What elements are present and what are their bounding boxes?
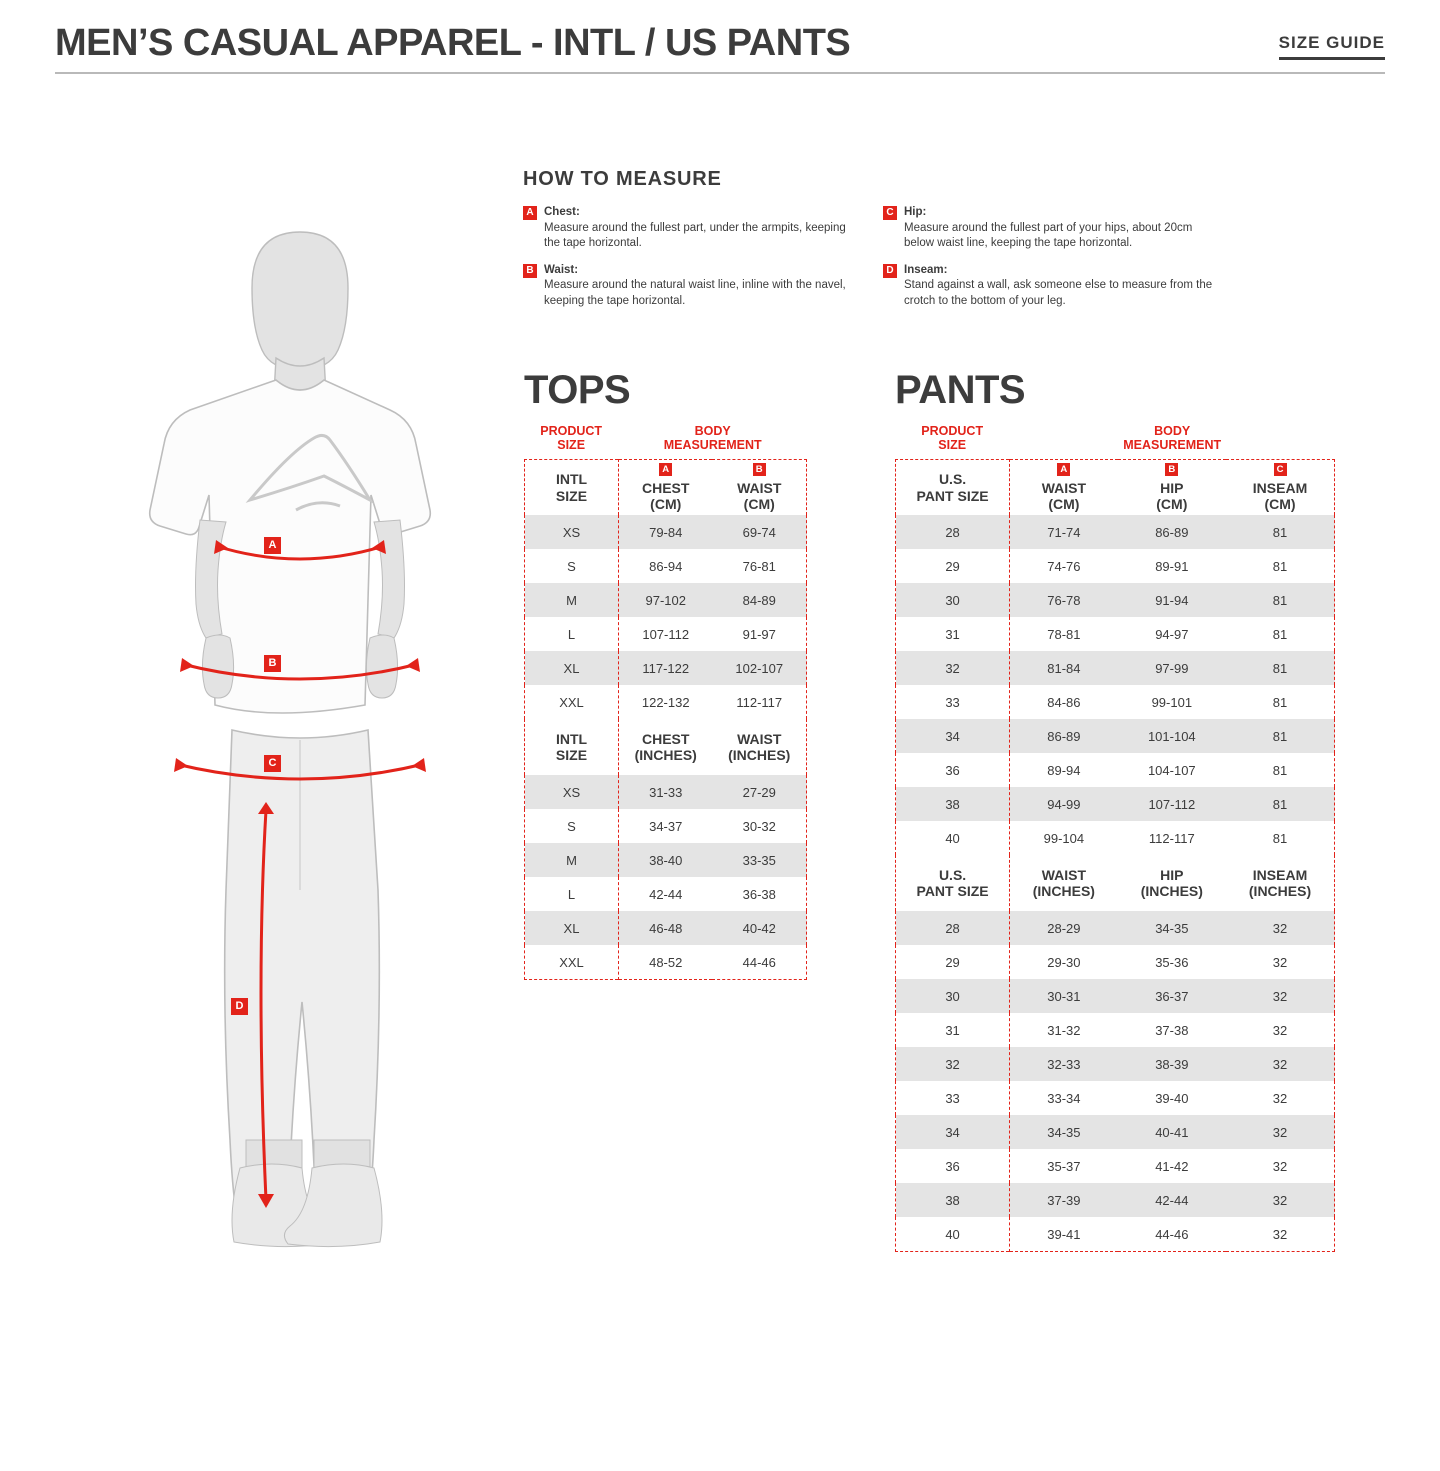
cell-inseam: 32 bbox=[1226, 1183, 1334, 1217]
tops-in-waist-header: WAIST (INCHES) bbox=[712, 719, 806, 775]
cell-inseam: 81 bbox=[1272, 558, 1288, 574]
cell-inseam: 32 bbox=[1226, 979, 1334, 1013]
cell-size: XS bbox=[525, 775, 619, 809]
cell-hip: 41-42 bbox=[1155, 1158, 1189, 1174]
cell-hip: 94-97 bbox=[1155, 626, 1189, 642]
cell-waist: 84-86 bbox=[1047, 694, 1081, 710]
measure-item-waist-desc: Measure around the natural waist line, inline with the navel, keeping the tape horizontal. bbox=[544, 279, 846, 307]
how-to-measure-columns bbox=[523, 205, 1223, 320]
pants-table-block bbox=[895, 424, 1335, 1252]
tops-table-block bbox=[524, 424, 807, 980]
cell-size: 28 bbox=[896, 515, 1010, 549]
pants-product-size-label: PRODUCT SIZE bbox=[921, 424, 984, 453]
cell-size: 29 bbox=[896, 549, 1010, 583]
table-row bbox=[896, 1217, 1335, 1251]
how-to-measure-col-left bbox=[523, 205, 853, 320]
cell-size: M bbox=[525, 583, 619, 617]
cell-chest: 79-84 bbox=[618, 515, 712, 549]
cell-chest: 42-44 bbox=[649, 886, 683, 902]
cell-waist: 36-38 bbox=[742, 886, 776, 902]
measure-item-hip-desc: Measure around the fullest part of your hips, about 20cm below waist line, keeping the tape horizontal. bbox=[904, 221, 1193, 250]
cell-waist: 78-81 bbox=[1047, 626, 1081, 642]
cell-hip: 107-112 bbox=[1118, 787, 1226, 821]
measure-item-waist-label: Waist: bbox=[544, 263, 579, 276]
tops-cm-header-row bbox=[525, 459, 807, 515]
how-to-measure-section bbox=[523, 168, 1223, 320]
measure-item-chest-text bbox=[544, 205, 853, 252]
cell-waist: 99-104 bbox=[1043, 830, 1085, 846]
table-row bbox=[525, 911, 807, 945]
tops-product-size-label: PRODUCT SIZE bbox=[540, 424, 603, 453]
tops-cm-waist-label: WAIST (CM) bbox=[737, 479, 782, 512]
tag-a-icon: A bbox=[1057, 463, 1070, 476]
cell-inseam: 32 bbox=[1272, 1158, 1288, 1174]
cell-waist: 69-74 bbox=[712, 515, 806, 549]
measure-item-waist-text bbox=[544, 263, 853, 310]
header-divider bbox=[55, 72, 1385, 74]
tops-in-chest-header: CHEST (INCHES) bbox=[618, 719, 712, 775]
size-guide-badge: SIZE GUIDE bbox=[1279, 33, 1385, 60]
figure-tag-a: A bbox=[264, 537, 281, 554]
model-svg bbox=[100, 210, 500, 1320]
header-row bbox=[55, 24, 1385, 72]
cell-inseam: 81 bbox=[1226, 719, 1334, 753]
cell-size: 30 bbox=[896, 979, 1010, 1013]
table-row bbox=[525, 945, 807, 979]
cell-waist: 30-32 bbox=[742, 818, 776, 834]
cell-size: XL bbox=[525, 911, 619, 945]
tag-c-icon: C bbox=[1274, 463, 1287, 476]
cell-inseam: 32 bbox=[1226, 911, 1334, 945]
cell-waist: 33-34 bbox=[1047, 1090, 1081, 1106]
cell-chest: 48-52 bbox=[649, 954, 683, 970]
tag-b-icon: B bbox=[753, 463, 766, 476]
cell-inseam: 32 bbox=[1226, 1047, 1334, 1081]
table-row bbox=[896, 1081, 1335, 1115]
table-row bbox=[525, 685, 807, 719]
how-to-measure-col-right bbox=[883, 205, 1213, 320]
figure-tag-b: B bbox=[264, 655, 281, 672]
cell-inseam: 32 bbox=[1272, 1226, 1288, 1242]
measure-item-inseam-label: Inseam: bbox=[904, 263, 948, 276]
cell-size: 33 bbox=[896, 685, 1010, 719]
cell-waist: 32-33 bbox=[1010, 1047, 1118, 1081]
table-row bbox=[896, 1149, 1335, 1183]
cell-waist: 29-30 bbox=[1047, 954, 1081, 970]
measure-item-waist bbox=[523, 263, 853, 310]
cell-waist: 28-29 bbox=[1010, 911, 1118, 945]
table-row bbox=[896, 979, 1335, 1013]
cell-chest: 117-122 bbox=[618, 651, 712, 685]
cell-size: 40 bbox=[896, 1217, 1010, 1251]
cell-size: 36 bbox=[896, 753, 1010, 787]
pants-cm-hip-label: HIP (CM) bbox=[1156, 479, 1188, 512]
cell-size: 30 bbox=[896, 583, 1010, 617]
cell-inseam: 81 bbox=[1272, 762, 1288, 778]
cell-waist: 31-32 bbox=[1047, 1022, 1081, 1038]
cell-size: 33 bbox=[896, 1081, 1010, 1115]
table-row bbox=[896, 945, 1335, 979]
pants-table-superheader bbox=[895, 424, 1335, 459]
cell-size: XL bbox=[525, 651, 619, 685]
cell-waist: 91-97 bbox=[742, 626, 776, 642]
cell-inseam: 81 bbox=[1272, 830, 1288, 846]
cell-size: S bbox=[525, 809, 619, 843]
cell-hip: 42-44 bbox=[1118, 1183, 1226, 1217]
how-to-measure-title: HOW TO MEASURE bbox=[523, 168, 722, 190]
measure-item-inseam-text bbox=[904, 263, 1213, 310]
tag-c-icon: C bbox=[883, 206, 897, 220]
table-row bbox=[896, 549, 1335, 583]
cell-chest: 107-112 bbox=[642, 626, 690, 642]
cell-size: 31 bbox=[896, 1013, 1010, 1047]
cell-waist: 81-84 bbox=[1010, 651, 1118, 685]
pants-body-measurement-label: BODY MEASUREMENT bbox=[1123, 424, 1222, 453]
pants-in-inseam-header: INSEAM (INCHES) bbox=[1226, 855, 1334, 911]
cell-size: XS bbox=[525, 515, 619, 549]
cell-waist: 37-39 bbox=[1010, 1183, 1118, 1217]
pants-cm-size-header: U.S. PANT SIZE bbox=[896, 459, 1010, 515]
table-row bbox=[525, 809, 807, 843]
cell-size: XXL bbox=[525, 945, 619, 979]
table-row bbox=[896, 1183, 1335, 1217]
cell-waist: 74-76 bbox=[1047, 558, 1081, 574]
tag-b-icon: B bbox=[523, 264, 537, 278]
cell-size: 32 bbox=[896, 1047, 1010, 1081]
cell-hip: 38-39 bbox=[1118, 1047, 1226, 1081]
table-row bbox=[525, 775, 807, 809]
tops-cm-size-header: INTL SIZE bbox=[525, 459, 619, 515]
cell-size: 38 bbox=[896, 787, 1010, 821]
pants-cm-waist-label: WAIST (CM) bbox=[1041, 479, 1087, 512]
table-row bbox=[525, 843, 807, 877]
table-row bbox=[896, 651, 1335, 685]
cell-inseam: 81 bbox=[1226, 787, 1334, 821]
tag-b-icon: B bbox=[1165, 463, 1178, 476]
table-row bbox=[896, 583, 1335, 617]
table-row bbox=[896, 821, 1335, 855]
table-row bbox=[525, 651, 807, 685]
cell-size: 31 bbox=[896, 617, 1010, 651]
cell-inseam: 32 bbox=[1226, 1115, 1334, 1149]
cell-size: 36 bbox=[896, 1149, 1010, 1183]
cell-inseam: 81 bbox=[1226, 515, 1334, 549]
tops-body-measurement-label: BODY MEASUREMENT bbox=[663, 424, 762, 453]
cell-waist: 39-41 bbox=[1047, 1226, 1081, 1242]
tag-a-icon: A bbox=[659, 463, 672, 476]
cell-waist: 84-89 bbox=[712, 583, 806, 617]
pants-cm-inseam-label: INSEAM (CM) bbox=[1252, 479, 1308, 512]
cell-hip: 89-91 bbox=[1155, 558, 1189, 574]
cell-chest: 122-132 bbox=[641, 694, 690, 710]
pants-in-waist-header: WAIST (INCHES) bbox=[1010, 855, 1118, 911]
cell-inseam: 32 bbox=[1272, 1090, 1288, 1106]
table-row bbox=[896, 1115, 1335, 1149]
cell-hip: 34-35 bbox=[1118, 911, 1226, 945]
cell-inseam: 32 bbox=[1272, 1022, 1288, 1038]
cell-chest: 34-37 bbox=[649, 818, 683, 834]
tops-size-table bbox=[524, 459, 807, 980]
measure-item-hip-label: Hip: bbox=[904, 206, 927, 218]
pants-table-body bbox=[896, 459, 1335, 1251]
pants-cm-inseam-header bbox=[1226, 459, 1334, 515]
measure-item-inseam-desc: Stand against a wall, ask someone else to measure from the crotch to the bottom of your leg. bbox=[904, 279, 1213, 307]
tag-a-icon: A bbox=[523, 206, 537, 220]
cell-hip: 91-94 bbox=[1118, 583, 1226, 617]
pants-size-table bbox=[895, 459, 1335, 1252]
cell-hip: 97-99 bbox=[1118, 651, 1226, 685]
cell-waist: 34-35 bbox=[1010, 1115, 1118, 1149]
cell-inseam: 81 bbox=[1226, 583, 1334, 617]
cell-size: XXL bbox=[525, 685, 619, 719]
table-row bbox=[896, 1047, 1335, 1081]
measure-item-hip-text bbox=[904, 205, 1213, 252]
cell-waist: 44-46 bbox=[742, 954, 776, 970]
tops-table-superheader bbox=[524, 424, 807, 459]
cell-size: 28 bbox=[896, 911, 1010, 945]
cell-waist: 94-99 bbox=[1010, 787, 1118, 821]
pants-cm-waist-header bbox=[1010, 459, 1118, 515]
tops-in-header-row bbox=[525, 719, 807, 775]
table-row bbox=[896, 911, 1335, 945]
pants-cm-header-row bbox=[896, 459, 1335, 515]
cell-hip: 44-46 bbox=[1155, 1226, 1189, 1242]
cell-waist: 71-74 bbox=[1010, 515, 1118, 549]
cell-hip: 37-38 bbox=[1155, 1022, 1189, 1038]
cell-chest: 86-94 bbox=[649, 558, 683, 574]
cell-inseam: 32 bbox=[1272, 954, 1288, 970]
tops-cm-waist-header bbox=[712, 459, 806, 515]
cell-hip: 86-89 bbox=[1118, 515, 1226, 549]
table-row bbox=[896, 1013, 1335, 1047]
cell-chest: 31-33 bbox=[618, 775, 712, 809]
cell-waist: 89-94 bbox=[1047, 762, 1081, 778]
cell-waist: 76-78 bbox=[1010, 583, 1118, 617]
cell-hip: 112-117 bbox=[1148, 830, 1195, 846]
cell-hip: 104-107 bbox=[1147, 762, 1196, 778]
cell-chest: 38-40 bbox=[618, 843, 712, 877]
table-row bbox=[525, 583, 807, 617]
table-row bbox=[896, 719, 1335, 753]
pants-cm-hip-header bbox=[1118, 459, 1226, 515]
figure-tag-c: C bbox=[264, 755, 281, 772]
cell-waist: 27-29 bbox=[712, 775, 806, 809]
model-illustration bbox=[100, 210, 500, 1320]
cell-hip: 40-41 bbox=[1118, 1115, 1226, 1149]
cell-size: 34 bbox=[896, 1115, 1010, 1149]
cell-size: S bbox=[525, 549, 619, 583]
page-header bbox=[55, 24, 1385, 74]
cell-waist: 40-42 bbox=[712, 911, 806, 945]
cell-size: L bbox=[525, 617, 619, 651]
cell-size: 34 bbox=[896, 719, 1010, 753]
cell-hip: 35-36 bbox=[1155, 954, 1189, 970]
tag-d-icon: D bbox=[883, 264, 897, 278]
cell-waist: 112-117 bbox=[736, 694, 783, 710]
cell-size: 38 bbox=[896, 1183, 1010, 1217]
cell-size: M bbox=[525, 843, 619, 877]
cell-inseam: 81 bbox=[1272, 694, 1288, 710]
cell-chest: 97-102 bbox=[618, 583, 712, 617]
tops-cm-chest-header bbox=[618, 459, 712, 515]
table-row bbox=[525, 617, 807, 651]
table-row bbox=[896, 515, 1335, 549]
cell-inseam: 81 bbox=[1226, 651, 1334, 685]
cell-size: 29 bbox=[896, 945, 1010, 979]
table-row bbox=[525, 877, 807, 911]
cell-waist: 76-81 bbox=[742, 558, 776, 574]
table-row bbox=[525, 549, 807, 583]
figure-tag-d: D bbox=[231, 998, 248, 1015]
table-row bbox=[896, 753, 1335, 787]
measure-item-inseam bbox=[883, 263, 1213, 310]
cell-hip: 36-37 bbox=[1118, 979, 1226, 1013]
tops-table-body bbox=[525, 459, 807, 979]
cell-hip: 99-101 bbox=[1151, 694, 1193, 710]
tops-in-size-header: INTL SIZE bbox=[525, 719, 619, 775]
cell-waist: 86-89 bbox=[1010, 719, 1118, 753]
page-title: MEN’S CASUAL APPAREL - INTL / US PANTS bbox=[55, 22, 851, 64]
table-row bbox=[896, 685, 1335, 719]
pants-in-size-header: U.S. PANT SIZE bbox=[896, 855, 1010, 911]
cell-waist: 102-107 bbox=[712, 651, 806, 685]
measure-item-chest bbox=[523, 205, 853, 252]
measure-item-hip bbox=[883, 205, 1213, 252]
measure-item-chest-desc: Measure around the fullest part, under the armpits, keeping the tape horizontal. bbox=[544, 221, 846, 250]
table-row bbox=[896, 617, 1335, 651]
measure-item-chest-label: Chest: bbox=[544, 206, 580, 218]
tops-section-title: TOPS bbox=[524, 368, 631, 412]
cell-hip: 39-40 bbox=[1155, 1090, 1189, 1106]
cell-size: L bbox=[525, 877, 619, 911]
table-row bbox=[896, 787, 1335, 821]
cell-chest: 46-48 bbox=[618, 911, 712, 945]
table-row bbox=[525, 515, 807, 549]
tops-cm-chest-label: CHEST (CM) bbox=[642, 479, 690, 512]
pants-in-hip-header: HIP (INCHES) bbox=[1118, 855, 1226, 911]
pants-in-header-row bbox=[896, 855, 1335, 911]
pants-section-title: PANTS bbox=[895, 368, 1026, 412]
cell-waist: 33-35 bbox=[712, 843, 806, 877]
cell-waist: 35-37 bbox=[1047, 1158, 1081, 1174]
cell-waist: 30-31 bbox=[1010, 979, 1118, 1013]
cell-hip: 101-104 bbox=[1118, 719, 1226, 753]
cell-size: 32 bbox=[896, 651, 1010, 685]
cell-inseam: 81 bbox=[1272, 626, 1288, 642]
cell-size: 40 bbox=[896, 821, 1010, 855]
